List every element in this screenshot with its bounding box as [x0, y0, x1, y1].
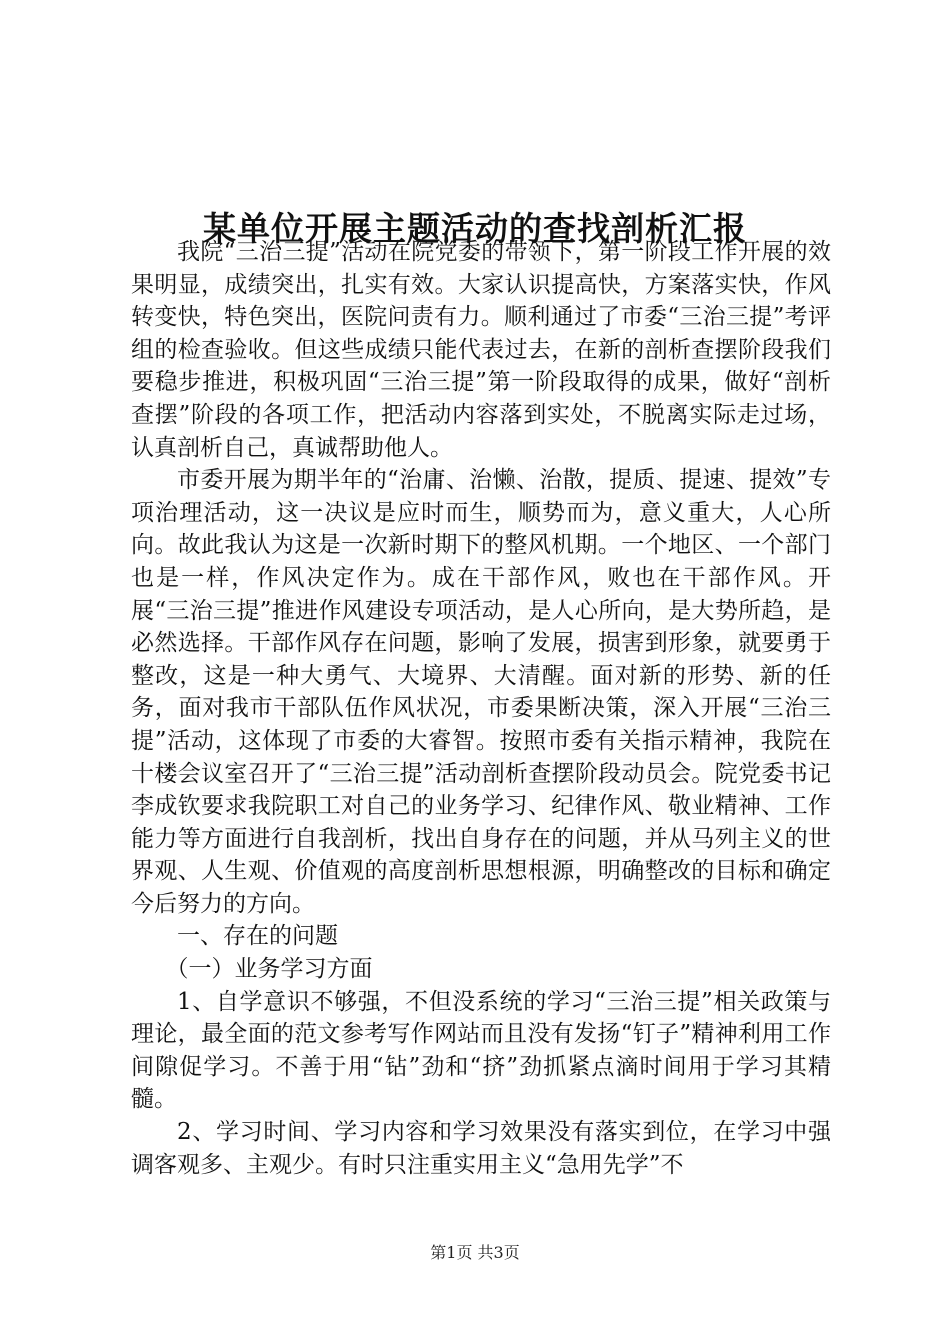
list-item-1: 1、自学意识不够强，不但没系统的学习“三治三提”相关政策与理论，最全面的范文参考写作网站而且没有发扬“钉子”精神利用工作间隙促学习。不善于用“钻”劲和“挤”劲抓紧点滴时间用于学习其精髓。: [131, 988, 831, 1113]
list-item-2: 2、学习时间、学习内容和学习效果没有落实到位，在学习中强调客观多、主观少。有时只注重实用主义“急用先学”不: [131, 1119, 831, 1178]
page-number-footer: 第1页 共3页: [430, 1243, 520, 1262]
paragraph-background: 市委开展为期半年的“治庸、治懒、治散，提质、提速、提效”专项治理活动，这一决议是应时而生，顺势而为，意义重大，人心所向。故此我认为这是一次新时期下的整风机期。一个地区、一个部门也是一样，作风决定作为。成在干部作风，败也在干部作风。开展“三治三提”推进作风建设专项活动，是人心所向，是大势所趋，是必然选择。干部作风存在问题，影响了发展，损害到形象，就要勇于整改，这是一种大勇气、大境界、大清醒。面对新的形势、新的任务，面对我市干部队伍作风状况，市委果断决策，深入开展“三治三提”活动，这体现了市委的大睿智。按照市委有关指示精神，我院在十楼会议室召开了“三治三提”活动剖析查摆阶段动员会。院党委书记李成钦要求我院职工对自己的业务学习、纪律作风、敬业精神、工作能力等方面进行自我剖析，找出自身存在的问题，并从马列主义的世界观、人生观、价值观的高度剖析思想根源，明确整改的目标和确定今后努力的方向。: [131, 467, 831, 917]
page-title: 某单位开展主题活动的查找剖析汇报: [203, 209, 747, 249]
paragraph-intro: 我院“三治三提”活动在院党委的带领下，第一阶段工作开展的效果明显，成绩突出，扎实有效。大家认识提高快，方案落实快，作风转变快，特色突出，医院问责有力。顺利通过了市委“三治三提”考评组的检查验收。但这些成绩只能代表过去，在新的剖析查摆阶段我们要稳步推进，积极巩固“三治三提”第一阶段取得的成果，做好“剖析查摆”阶段的各项工作，把活动内容落到实处，不脱离实际走过场，认真剖析自己，真诚帮助他人。: [131, 239, 831, 461]
section-heading: 一、存在的问题: [177, 923, 338, 950]
document-body: [131, 236, 831, 1181]
subsection-heading: （一）业务学习方面: [165, 956, 373, 983]
